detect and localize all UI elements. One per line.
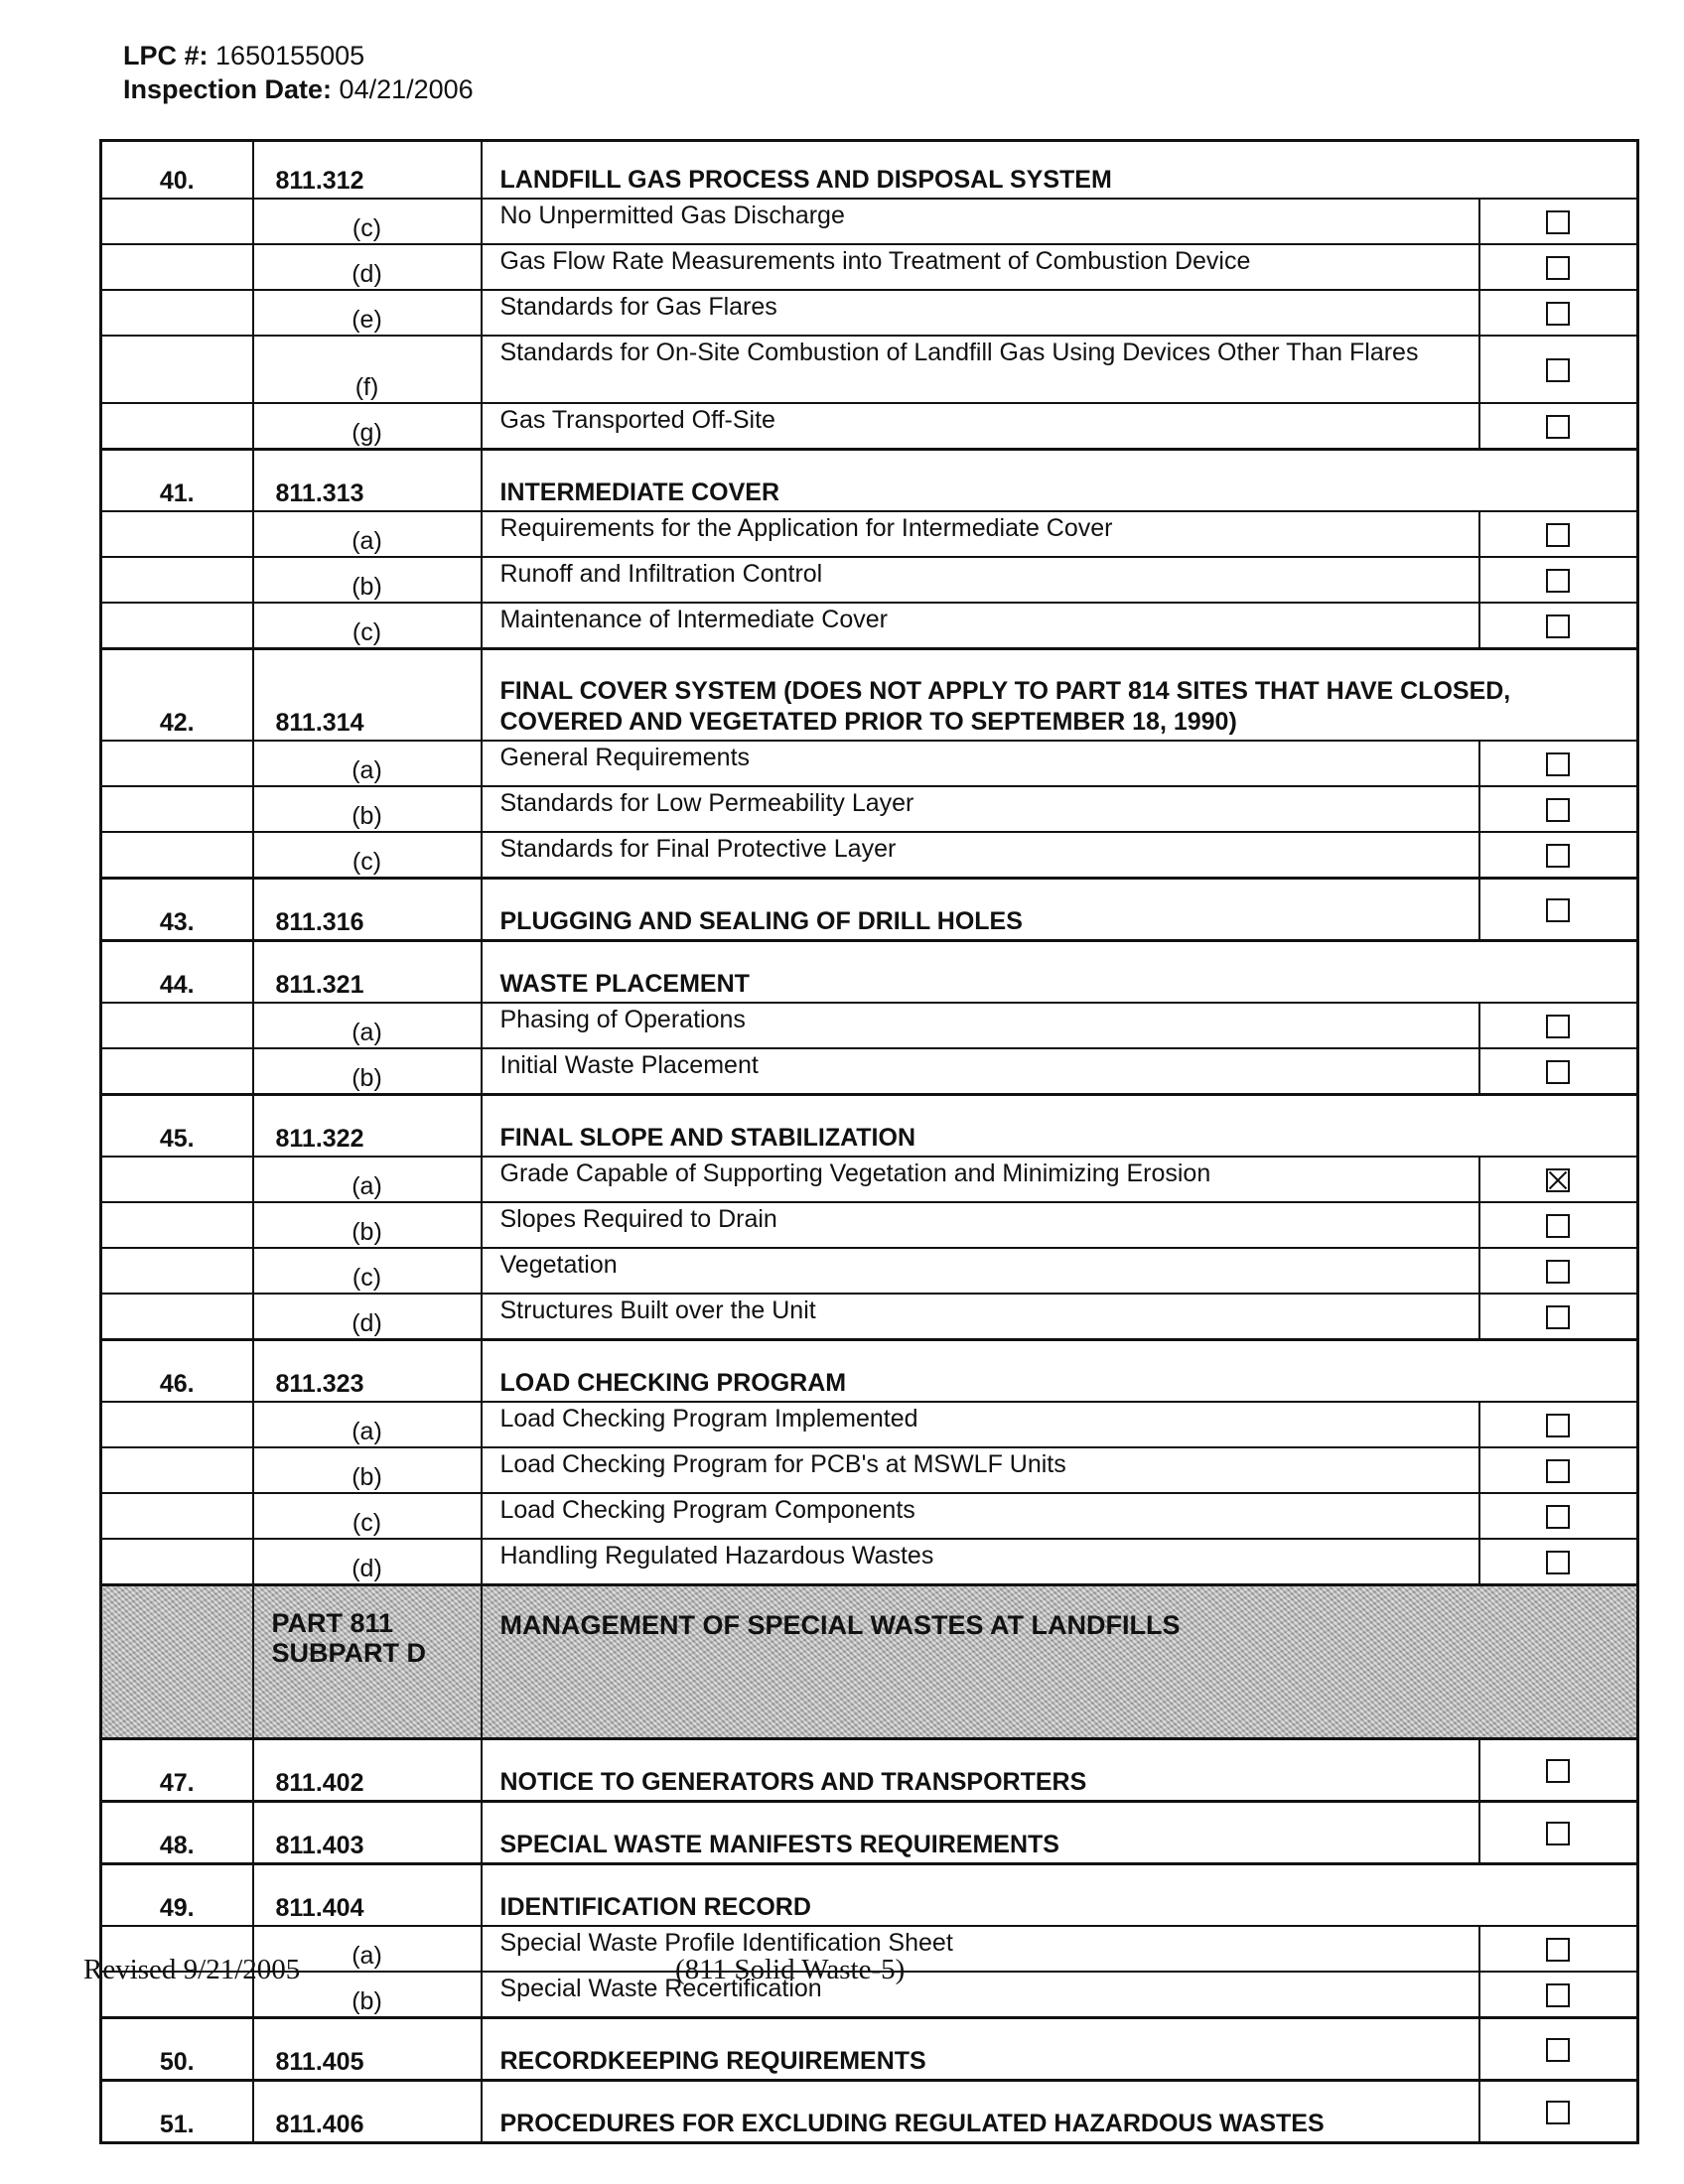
lpc-number	[123, 40, 364, 71]
item-description: Standards for Final Protective Layer	[482, 832, 1479, 879]
inspection-checklist-table	[99, 139, 1639, 2144]
item-row	[101, 786, 1638, 832]
item-description: Load Checking Program Components	[482, 1493, 1479, 1539]
section-code: 811.314	[253, 649, 482, 742]
section-code: 811.323	[253, 1340, 482, 1403]
item-blank-cell	[101, 557, 253, 603]
checkbox[interactable]	[1546, 2101, 1570, 2124]
checkbox[interactable]	[1546, 1938, 1570, 1962]
section-code: 811.403	[253, 1802, 482, 1864]
item-blank-cell	[101, 1003, 253, 1048]
item-blank-cell	[101, 786, 253, 832]
section-number: 46.	[101, 1340, 253, 1403]
section-row	[101, 2018, 1638, 2081]
page-reference: (811 Solid Waste-5)	[675, 1954, 906, 1985]
item-row	[101, 1048, 1638, 1095]
checkbox[interactable]	[1546, 1759, 1570, 1783]
item-row	[101, 244, 1638, 290]
lpc-label: LPC #:	[123, 41, 209, 70]
item-letter: (d)	[253, 1294, 482, 1340]
item-row	[101, 1248, 1638, 1294]
item-blank-cell	[101, 1539, 253, 1585]
section-title: IDENTIFICATION RECORD	[482, 1864, 1638, 1927]
section-row	[101, 649, 1638, 742]
item-letter: (g)	[253, 403, 482, 450]
checkbox[interactable]	[1546, 1214, 1570, 1238]
checkbox[interactable]	[1546, 1459, 1570, 1483]
checkbox[interactable]	[1546, 752, 1570, 776]
revised-date: Revised 9/21/2005	[83, 1954, 301, 1985]
item-blank-cell	[101, 1402, 253, 1447]
section-code: 811.313	[253, 450, 482, 512]
item-letter: (b)	[253, 1202, 482, 1248]
subpart-code: PART 811 SUBPART D	[253, 1585, 482, 1739]
item-blank-cell	[101, 290, 253, 336]
section-number: 42.	[101, 649, 253, 742]
section-number: 51.	[101, 2081, 253, 2143]
item-description: Special Waste Profile Identification Sheet	[482, 1926, 1479, 1972]
item-row	[101, 199, 1638, 244]
checkbox[interactable]	[1546, 614, 1570, 638]
section-row	[101, 141, 1638, 200]
item-description: Initial Waste Placement	[482, 1048, 1479, 1095]
checkbox[interactable]	[1546, 798, 1570, 822]
section-code: 811.322	[253, 1095, 482, 1158]
item-blank-cell	[101, 403, 253, 450]
item-letter: (b)	[253, 1447, 482, 1493]
item-description: Maintenance of Intermediate Cover	[482, 603, 1479, 649]
item-description: Gas Transported Off-Site	[482, 403, 1479, 450]
section-title: FINAL SLOPE AND STABILIZATION	[482, 1095, 1638, 1158]
checkbox-cell	[1479, 1003, 1638, 1048]
checkbox-cell	[1479, 1972, 1638, 2018]
item-row	[101, 1003, 1638, 1048]
item-description: General Requirements	[482, 741, 1479, 786]
checkbox[interactable]	[1546, 1260, 1570, 1284]
checkbox-cell	[1479, 403, 1638, 450]
item-letter: (c)	[253, 1493, 482, 1539]
section-number: 47.	[101, 1739, 253, 1802]
checkbox-cell	[1479, 2018, 1638, 2081]
checkbox-cell	[1479, 199, 1638, 244]
item-description: Requirements for the Application for Intermediate Cover	[482, 511, 1479, 557]
checkbox[interactable]	[1546, 844, 1570, 868]
checkbox-cell	[1479, 1539, 1638, 1585]
checkbox[interactable]	[1546, 256, 1570, 280]
item-row	[101, 557, 1638, 603]
inspection-date-label: Inspection Date:	[123, 74, 333, 104]
item-letter: (f)	[253, 336, 482, 403]
checkbox-cell	[1479, 603, 1638, 649]
checkbox-cell	[1479, 336, 1638, 403]
section-row	[101, 450, 1638, 512]
subpart-header-row	[101, 1585, 1638, 1739]
item-letter: (d)	[253, 244, 482, 290]
section-title: PLUGGING AND SEALING OF DRILL HOLES	[482, 879, 1479, 941]
item-row	[101, 1202, 1638, 1248]
checkbox[interactable]	[1546, 1414, 1570, 1437]
checkbox[interactable]	[1546, 1983, 1570, 2007]
checkbox-cell	[1479, 511, 1638, 557]
checkbox[interactable]	[1546, 1015, 1570, 1038]
checkbox[interactable]	[1546, 1505, 1570, 1529]
item-row	[101, 290, 1638, 336]
checkbox[interactable]	[1546, 415, 1570, 439]
item-blank-cell	[101, 1202, 253, 1248]
section-row	[101, 941, 1638, 1004]
section-code: 811.404	[253, 1864, 482, 1927]
item-row	[101, 336, 1638, 403]
checkbox-cell	[1479, 1447, 1638, 1493]
section-number: 45.	[101, 1095, 253, 1158]
checkbox-cell	[1479, 2081, 1638, 2143]
item-blank-cell	[101, 511, 253, 557]
item-blank-cell	[101, 1294, 253, 1340]
item-description: Gas Flow Rate Measurements into Treatment of Combustion Device	[482, 244, 1479, 290]
item-blank-cell	[101, 603, 253, 649]
item-description: Load Checking Program for PCB's at MSWLF Units	[482, 1447, 1479, 1493]
item-blank-cell	[101, 741, 253, 786]
section-code: 811.405	[253, 2018, 482, 2081]
item-description: Grade Capable of Supporting Vegetation and Minimizing Erosion	[482, 1157, 1479, 1202]
section-code: 811.316	[253, 879, 482, 941]
section-title: PROCEDURES FOR EXCLUDING REGULATED HAZARDOUS WASTES	[482, 2081, 1479, 2143]
section-row	[101, 2081, 1638, 2143]
checkbox-cell	[1479, 1402, 1638, 1447]
section-code: 811.402	[253, 1739, 482, 1802]
item-description: Vegetation	[482, 1248, 1479, 1294]
section-number: 43.	[101, 879, 253, 941]
item-letter: (a)	[253, 1402, 482, 1447]
item-letter: (c)	[253, 1248, 482, 1294]
section-title: LANDFILL GAS PROCESS AND DISPOSAL SYSTEM	[482, 141, 1638, 200]
item-description: Standards for Low Permeability Layer	[482, 786, 1479, 832]
section-row	[101, 1864, 1638, 1927]
item-description: Standards for On-Site Combustion of Landfill Gas Using Devices Other Than Flares	[482, 336, 1479, 403]
item-description: Special Waste Recertification	[482, 1972, 1479, 2018]
item-blank-cell	[101, 199, 253, 244]
section-number: 50.	[101, 2018, 253, 2081]
item-row	[101, 1539, 1638, 1585]
item-row	[101, 1294, 1638, 1340]
item-row	[101, 1157, 1638, 1202]
item-blank-cell	[101, 1048, 253, 1095]
checkbox[interactable]	[1546, 302, 1570, 326]
section-title: NOTICE TO GENERATORS AND TRANSPORTERS	[482, 1739, 1479, 1802]
subpart-blank-cell	[101, 1585, 253, 1739]
section-code: 811.312	[253, 141, 482, 200]
item-row	[101, 832, 1638, 879]
item-description: Structures Built over the Unit	[482, 1294, 1479, 1340]
item-description: Standards for Gas Flares	[482, 290, 1479, 336]
inspection-date	[123, 73, 474, 105]
checkbox[interactable]	[1546, 358, 1570, 382]
lpc-value: 1650155005	[215, 41, 365, 70]
section-number: 49.	[101, 1864, 253, 1927]
section-title: INTERMEDIATE COVER	[482, 450, 1638, 512]
item-description: Phasing of Operations	[482, 1003, 1479, 1048]
checkbox-cell	[1479, 1493, 1638, 1539]
item-row	[101, 603, 1638, 649]
section-row	[101, 1739, 1638, 1802]
item-letter: (a)	[253, 1157, 482, 1202]
item-blank-cell	[101, 244, 253, 290]
checkbox[interactable]	[1546, 1551, 1570, 1574]
item-letter: (d)	[253, 1539, 482, 1585]
item-description: Handling Regulated Hazardous Wastes	[482, 1539, 1479, 1585]
section-title: SPECIAL WASTE MANIFESTS REQUIREMENTS	[482, 1802, 1479, 1864]
checkbox-cell	[1479, 1202, 1638, 1248]
checkbox[interactable]	[1546, 898, 1570, 922]
checkbox-cell	[1479, 290, 1638, 336]
item-letter: (c)	[253, 832, 482, 879]
section-number: 48.	[101, 1802, 253, 1864]
item-row	[101, 511, 1638, 557]
item-row	[101, 1493, 1638, 1539]
section-row	[101, 879, 1638, 941]
item-blank-cell	[101, 1447, 253, 1493]
item-letter: (a)	[253, 741, 482, 786]
checkbox-cell	[1479, 244, 1638, 290]
checkbox[interactable]	[1546, 2038, 1570, 2062]
checked-checkbox[interactable]	[1546, 1168, 1570, 1192]
section-code: 811.321	[253, 941, 482, 1004]
checkbox-cell	[1479, 741, 1638, 786]
item-letter: (e)	[253, 290, 482, 336]
item-letter: (c)	[253, 199, 482, 244]
checkbox-cell	[1479, 1248, 1638, 1294]
item-row	[101, 1447, 1638, 1493]
item-letter: (b)	[253, 1972, 482, 2018]
section-number: 41.	[101, 450, 253, 512]
section-code: 811.406	[253, 2081, 482, 2143]
section-number: 44.	[101, 941, 253, 1004]
item-blank-cell	[101, 832, 253, 879]
checkbox-cell	[1479, 557, 1638, 603]
checkbox-cell	[1479, 786, 1638, 832]
checkbox-cell	[1479, 832, 1638, 879]
item-row	[101, 1402, 1638, 1447]
item-blank-cell	[101, 1157, 253, 1202]
item-letter: (c)	[253, 603, 482, 649]
item-letter: (a)	[253, 1003, 482, 1048]
checkbox-cell	[1479, 1926, 1638, 1972]
inspection-date-value: 04/21/2006	[339, 74, 474, 104]
checkbox-cell	[1479, 1294, 1638, 1340]
subpart-title: MANAGEMENT OF SPECIAL WASTES AT LANDFILLS	[482, 1585, 1638, 1739]
checkbox-cell	[1479, 1157, 1638, 1202]
item-row	[101, 741, 1638, 786]
checkbox[interactable]	[1546, 1822, 1570, 1845]
item-blank-cell	[101, 1248, 253, 1294]
checkbox[interactable]	[1546, 523, 1570, 547]
checkbox[interactable]	[1546, 1305, 1570, 1329]
item-description: Load Checking Program Implemented	[482, 1402, 1479, 1447]
section-row	[101, 1802, 1638, 1864]
item-letter: (b)	[253, 1048, 482, 1095]
checkbox[interactable]	[1546, 569, 1570, 593]
checkbox-cell	[1479, 1802, 1638, 1864]
section-number: 40.	[101, 141, 253, 200]
item-letter: (b)	[253, 557, 482, 603]
checkbox[interactable]	[1546, 1060, 1570, 1084]
item-letter: (a)	[253, 511, 482, 557]
section-title: LOAD CHECKING PROGRAM	[482, 1340, 1638, 1403]
item-row	[101, 403, 1638, 450]
item-letter: (a)	[253, 1926, 482, 1972]
checkbox[interactable]	[1546, 210, 1570, 234]
item-description: Runoff and Infiltration Control	[482, 557, 1479, 603]
item-blank-cell	[101, 336, 253, 403]
checkbox-cell	[1479, 879, 1638, 941]
section-title: RECORDKEEPING REQUIREMENTS	[482, 2018, 1479, 2081]
checkbox-cell	[1479, 1048, 1638, 1095]
item-description: Slopes Required to Drain	[482, 1202, 1479, 1248]
section-row	[101, 1095, 1638, 1158]
item-description: No Unpermitted Gas Discharge	[482, 199, 1479, 244]
section-row	[101, 1340, 1638, 1403]
section-title: WASTE PLACEMENT	[482, 941, 1638, 1004]
item-blank-cell	[101, 1493, 253, 1539]
section-title: FINAL COVER SYSTEM (DOES NOT APPLY TO PART 814 SITES THAT HAVE CLOSED, COVERED AND VEGETATED PRIOR TO SEPTEMBER 18, 1990)	[482, 649, 1638, 742]
checkbox-cell	[1479, 1739, 1638, 1802]
item-letter: (b)	[253, 786, 482, 832]
